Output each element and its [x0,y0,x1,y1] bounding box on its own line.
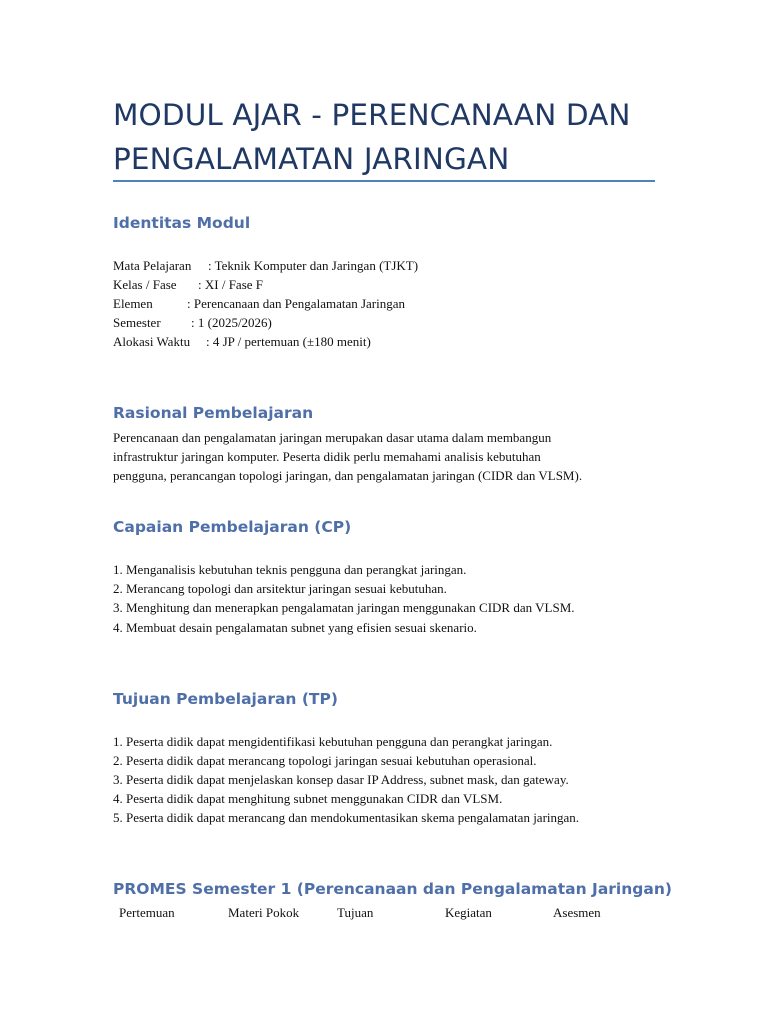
heading-identitas-modul: Identitas Modul [113,214,251,232]
heading-promes: PROMES Semester 1 (Perencanaan dan Pengalamatan Jaringan) [113,880,672,898]
rasional-line: Perencanaan dan pengalamatan jaringan merupakan dasar utama dalam membangun [113,430,552,445]
column-header-asesmen: Asesmen [553,905,601,920]
title-underline [113,180,655,182]
column-header-materi-pokok: Materi Pokok [228,905,300,920]
tp-list-item: 4. Peserta didik dapat menghitung subnet menggunakan CIDR dan VLSM. [113,791,503,806]
column-header-pertemuan: Pertemuan [119,905,175,920]
tp-list-item: 5. Peserta didik dapat merancang dan mendokumentasikan skema pengalamatan jaringan. [113,810,580,825]
title-line-2: PENGALAMATAN JARINGAN [113,142,510,176]
heading-capaian-pembelajaran: Capaian Pembelajaran (CP) [113,518,352,536]
heading-tujuan-pembelajaran: Tujuan Pembelajaran (TP) [113,690,338,708]
identitas-line: Mata Pelajaran : Teknik Komputer dan Jaringan (TJKT) [113,258,419,273]
identitas-line: Kelas / Fase : XI / Fase F [113,277,263,292]
column-header-tujuan: Tujuan [337,905,374,920]
cp-list-item: 3. Menghitung dan menerapkan pengalamatan jaringan menggunakan CIDR dan VLSM. [113,600,575,615]
cp-list-item: 2. Merancang topologi dan arsitektur jaringan sesuai kebutuhan. [113,581,447,596]
tp-list-item: 2. Peserta didik dapat merancang topologi jaringan sesuai kebutuhan operasional. [113,753,537,768]
rasional-line: pengguna, perancangan topologi jaringan, dan pengalamatan jaringan (CIDR dan VLSM). [113,468,583,483]
title-line-1: MODUL AJAR - PERENCANAAN DAN [113,98,631,132]
tp-list-item: 3. Peserta didik dapat menjelaskan konsep dasar IP Address, subnet mask, dan gateway. [113,772,569,787]
heading-rasional-pembelajaran: Rasional Pembelajaran [113,404,314,422]
column-header-kegiatan: Kegiatan [445,905,492,920]
rasional-line: infrastruktur jaringan komputer. Peserta didik perlu memahami analisis kebutuhan [113,449,541,464]
identitas-line: Alokasi Waktu : 4 JP / pertemuan (±180 menit) [113,334,371,349]
document-title [113,93,673,181]
identitas-line: Elemen : Perencanaan dan Pengalamatan Jaringan [113,296,406,311]
cp-list-item: 1. Menganalisis kebutuhan teknis pengguna dan perangkat jaringan. [113,562,467,577]
tp-list-item: 1. Peserta didik dapat mengidentifikasi kebutuhan pengguna dan perangkat jaringan. [113,734,553,749]
identitas-line: Semester : 1 (2025/2026) [113,315,272,330]
cp-list-item: 4. Membuat desain pengalamatan subnet yang efisien sesuai skenario. [113,620,477,635]
identitas-value: : Teknik Komputer dan Jaringan (TJKT) [208,258,419,273]
